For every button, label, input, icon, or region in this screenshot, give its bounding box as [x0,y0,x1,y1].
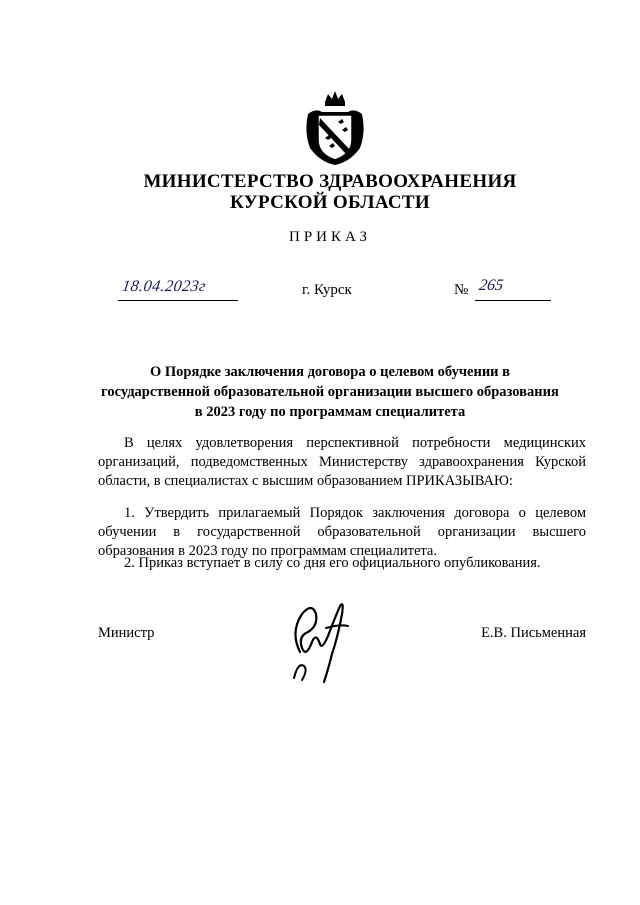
subject-line3: в 2023 году по программам специалитета [194,404,466,420]
document-type: ПРИКАЗ [289,229,371,245]
ministry-name-line1: МИНИСТЕРСТВО ЗДРАВООХРАНЕНИЯ [143,171,517,192]
city-label: г. Курск [302,282,352,298]
number-field [475,278,551,301]
number-sign: № [454,282,469,298]
signatory-title: Министр [98,625,155,641]
subject-line1: О Порядке заключения договора о целевом обучении в [149,364,510,380]
signatory-name: Е.В. Письменная [481,625,586,641]
document-subject [100,362,560,422]
number-value: 265 [477,277,505,294]
date-field [118,278,238,301]
subject-line2: государственной образовательной организации высшего образования [101,384,559,400]
date-value: 18.04.2023г [120,278,208,295]
coat-of-arms-icon [298,88,372,166]
order-item-1: 1. Утвердить прилагаемый Порядок заключения договора о целевом обучении в государственной образовательной организации высшего образования в 2023 году по программам специалитета. [98,505,586,559]
signature-icon [282,592,362,688]
order-item-2: 2. Приказ вступает в силу со дня его официального опубликования. [124,555,541,571]
preamble-paragraph: В целях удовлетворения перспективной потребности медицинских организаций, подведомственных Министерству здравоохранения Курской области, в специалистах с высшим образованием ПРИКАЗЫВАЮ: [98,435,586,489]
date-number-line [0,278,640,308]
ministry-name-line2: КУРСКОЙ ОБЛАСТИ [230,192,430,213]
